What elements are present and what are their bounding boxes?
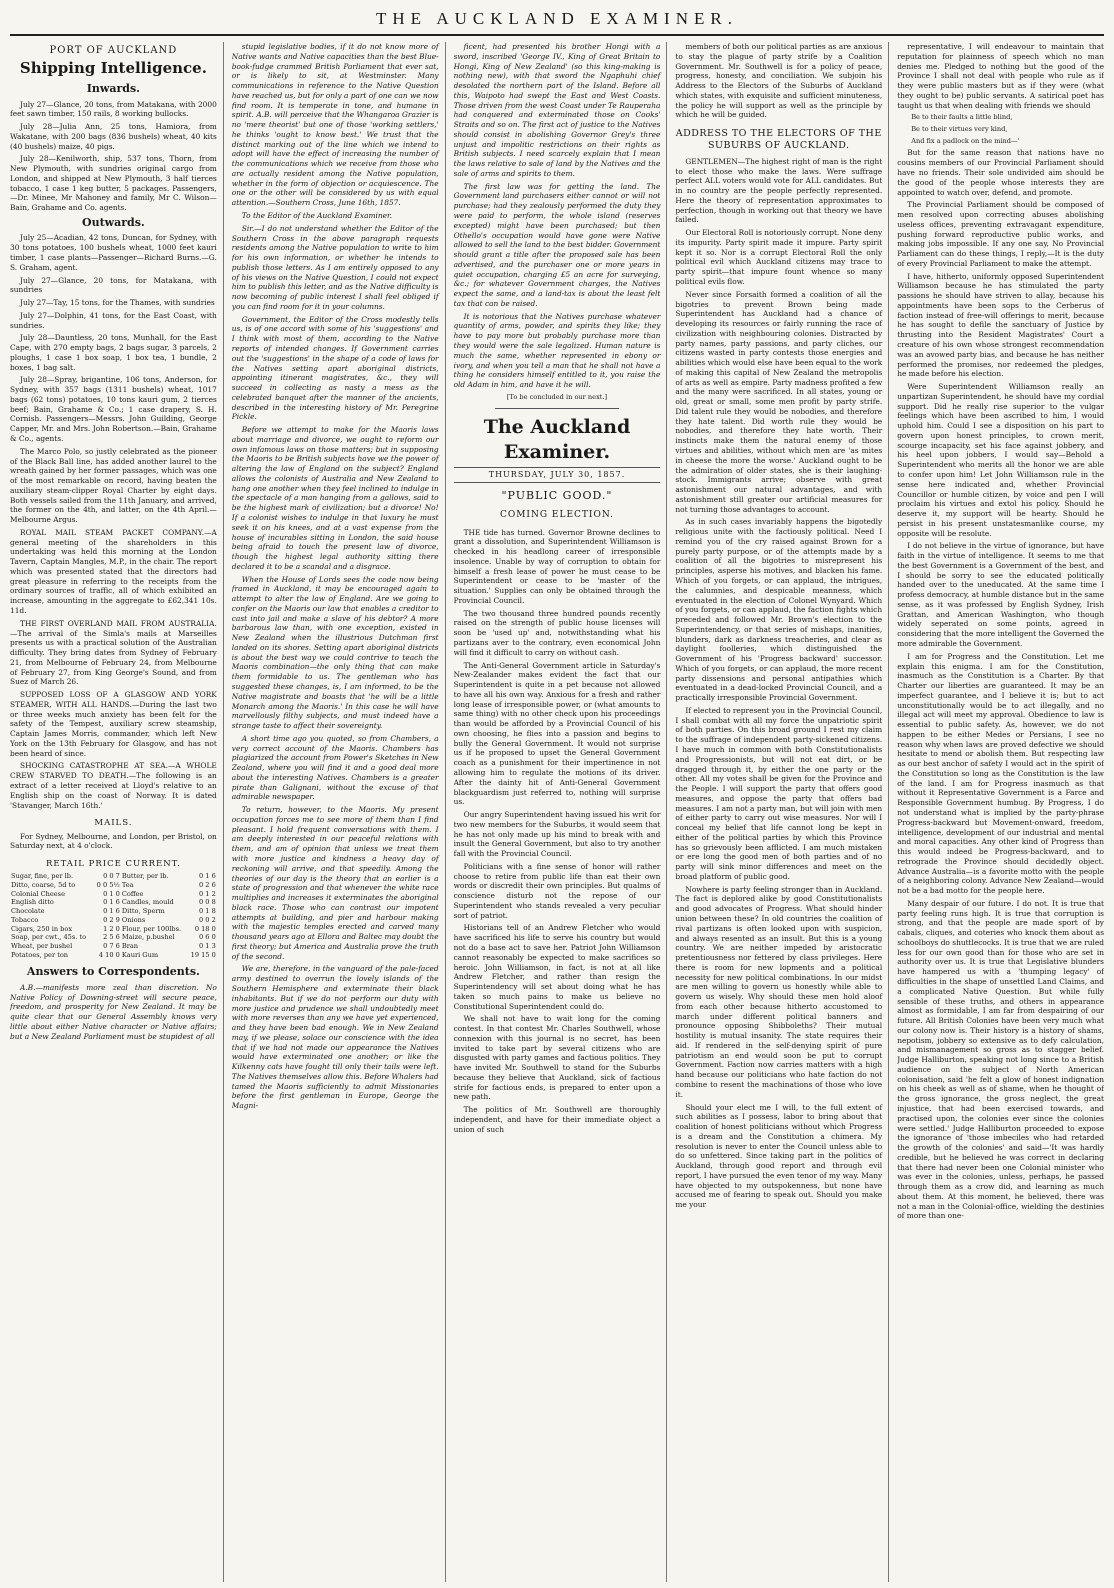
retail-price: 0 0 5½ [96, 880, 120, 889]
retail-item: Onions [121, 915, 146, 924]
retail-item: Tea [121, 880, 134, 889]
article-paragraph: Politicians with a fine sense of honor will rather choose to retire from public life than eat their own words or discredit their own principles. But qualms of conscience disturb not the repose of our Superintendent who stands revealed a very peculiar sort of patriot. [453, 861, 661, 920]
retail-price: 2 5 6 [103, 933, 120, 942]
retail-item: Soap, per cwt., 45s. to [11, 933, 87, 942]
retail-item: Butter, per lb. [121, 872, 169, 881]
news-item: THE FIRST OVERLAND MAIL FROM AUSTRALIA.—The arrival of the Simla's mails at Marseilles presents us with a practical solution of the Australian difficulty. They bring dates from Sydney of February 21, from Melbourne of February 24, from Melbourne of February 27, from King George's Sound, and from Suez of March 26. [10, 618, 217, 687]
article-paragraph: ficent, had presented his brother Hongi with a sword, inscribed 'George IV., King of Great Britain to Hongi, King of New Zealand' (so this king-making is nothing new), with that sword the Ngaphuhi chief desolated the northern part of the Island. Before all this, Waipoto had swept the East and West Coasts. Those driven from the west Coast under Te Rauperaha had conquered and exterminated those on Cooks' Straits and so on. The first act of justice to the Natives should consist in abolishing Governor Grey's three unjust and impolitic restrictions on their rights as British subjects. I need scarcely explain that I mean the laws relative to sale of land by the Natives and the sale of arms and spirits to them. [453, 42, 661, 178]
address-paragraph: I have, hitherto, uniformly opposed Superintendent Williamson because he has stimulated the party passions he should have striven to allay, because his appointments have been sops to the Cerberus of faction instead of free-will offerings to merit, because he has sought to defile the sanctuary of Justice by thrusting into the Resident Magistrates' Court a creature of his own whose strongest recommendation was an avowed party bias, and because he has neither performed the promises, nor redeemed the pledges, he made before his election. [897, 271, 1104, 379]
retail-item: Flour, per 100lbs. [121, 924, 182, 933]
column-5 [897, 42, 1104, 1582]
outwards-entry: July 25—Acadian, 42 tons, Duncan, for Sydney, with 30 tons potatoes, 100 bushels wheat, 1000 feet kauri timber, 1 case plants—Passenger—Richard Burns.—G. S. Graham, agent. [10, 233, 217, 272]
retail-item: Ditto, coarse, 5d to [11, 880, 76, 889]
address-paragraph: I am for Progress and the Constitution. Let me explain this enigma. I am for the Constitution, inasmuch as the Constitution is a Charter. By that Charter our liberties are guaranteed. It may be an imperfect guarantee, and I believe it is; but to act unconstitutionally would be to act illegally, and no illegal act will meet my approval. Obedience to law is essential to public safety. As, however, we do not happen to be either Medes or Persians, I see no reason why when laws are proved defective we should hesitate to mend or abolish them. But respecting law as our best anchor of safety I would act in the spirit of the Constitution so long as the Constitution is the law of the land. I am for Progress inasmuch as that without it Representative Government is a Farce and Responsible Government humbug. By Progress, I do not understand what is implied by the party-phrase Progress-backward but Movement-onward, freedom, intelligence, development of our industrial and mental and moral capacities. Any other kind of Progress than this would indeed be Progress-backward, and to retrograde the Province should decidedly object. Advance Australia—is a favorite motto with the people of a neighboring colony. Advance New Zealand—would not be a bad motto for the people here. [897, 651, 1104, 896]
article-paragraph: members of both our political parties as are anxious to stay the plague of party strife by a Coalition Government. Mr. Southwell is for a policy of peace, progress, honesty, and conciliation. We subjoin his Address to the Electors of the Suburbs of Auckland which states, with exquisite and sufficient minuteness, the policy he will support as well as the principle by which he will be guided. [675, 42, 883, 120]
retail-price: 0 1 2 [199, 889, 216, 898]
retail-item: Wheat, per bushel [11, 941, 73, 950]
article-paragraph: The first law was for getting the land. The Government land purchasers either cannot or will not purchase; had they zealously performed the duty they were paid to perform, the whole island (reserves excepted) might have been purchased; but then Othello's occupation would have gone were Native allowed to sell the land to the best bidder. Government should grant a title after the proposed sale has been advertised, and the purchaser one or more years in quiet occupation, charging £5 an acre for surveying, &c.; for whatever Government charges, the Natives expect the same, and a land-tax is about the least felt tax that can be raised. [453, 181, 661, 308]
address-paragraph: The Provincial Parliament should be composed of men resolved upon correcting abuses abolishing useless offices, preventing extravagant expenditure, pushing forward reproductive public works, and making jobs impossible. If any one say, No Provincial Parliament can do these things, I reply,—It is the duty of every Provincial Parliament to make the attempt. [897, 200, 1104, 268]
retail-price: 0 6 0 [199, 933, 216, 942]
retail-row [10, 881, 217, 890]
paper-title: The Auckland Examiner. [483, 415, 631, 463]
retail-item: Ditto, Sperm [121, 907, 165, 916]
section-heading: COMING ELECTION. [499, 509, 615, 520]
shipping-heading: Shipping Intelligence. [19, 59, 207, 78]
retail-item: Chocolate [11, 907, 45, 916]
retail-row [10, 872, 217, 881]
retail-price: 0 1 6 [103, 907, 120, 916]
article-paragraph: stupid legislative bodies, if it do not know more of Native wants and Native capacities than the best Blue-book-fudge crammed British Parliament that ever sat, or is likely to sit, at Westminster. Many communications in reference to the Native Question have reached us, but for only a part of one can we now find room. It is temperate in tone, and humane in spirit. A.B. will perceive that the Whangaroa Grazier is no 'mere theorist' but one of those 'working settlers,' he thinks 'ought to know best.' We trust that the distinct marking out of the line which we intend to adopt will have the effect of increasing the number of the communications which we receive from those who are actually resident among the Native population, whether in the form of objection or acquiescence. The one or the other will be considered by us with equal attention.—Southern Cross, June 16th, 1857. [231, 42, 439, 208]
column-4 [675, 42, 889, 1582]
retail-price-table [10, 872, 217, 959]
retail-price: 0 7 6 [103, 941, 120, 950]
article-paragraph: We shall not have to wait long for the coming contest. In that contest Mr. Charles Southwell, whose connexion with this journal is no secret, has been invited to take part by several citizens who are disgusted with party games and factious politics. They have invited Mr. Southwell to stand for the Suburbs because they believe that Auckland, sick of factious strife for factious ends, is prepared to enter upon a new path. [453, 1014, 661, 1102]
retail-price: 0 0 2 [199, 915, 216, 924]
article-paragraph: Before we attempt to make for the Maoris laws about marriage and divorce, we ought to reform our own infamous laws on those matters; but in supposing the Maoris to be British subjects have we the power of altering the law of England on the subject? England allows the colonists of Australia and New Zealand to hang one another when they feel inclined to indulge in the spectacle of a man hanging from a gallows, said to be the highest mark of civilization; but a divorce! No! If a colonist wishes to indulge in that luxury he must seek it on his knees, and at a vast expense from the house of incurables sitting in London, the said house being afraid to touch the present law of divorce, though the highest legal authority sitting there declared it to be a scandal and a disgrace. [231, 425, 439, 571]
retail-price: 1 2 0 [103, 924, 120, 933]
inwards-entry: July 28—Julia Ann, 25 tons, Hamiora, from Wakatane, with 200 bags (836 bushels) wheat, 40 kits (40 bushels) maize, 40 pigs. [10, 122, 217, 151]
retail-item: English ditto [11, 898, 54, 907]
retail-price: 0 1 6 [103, 898, 120, 907]
retail-price: 0 0 8 [199, 898, 216, 907]
inwards-heading: Inwards. [86, 81, 141, 95]
retail-row [10, 933, 217, 942]
column-2 [232, 42, 446, 1582]
letter-heading: To the Editor of the Auckland Examiner. [241, 211, 393, 221]
article-paragraph: Our angry Superintendent having issued his writ for two new members for the Suburbs, it would seem that he has not only made up his mind to break with and insult the General Government, but also to try another fall with the Provincial Council. [453, 810, 661, 859]
article-paragraph: The Anti-General Government article in Saturday's New-Zealander makes evident the fact that our Superintendent is quite in a pet because not allowed to have all his own way. Anxious for a fresh and rather long lease of irresponsible power, or (what amounts to same thing) with no other check upon his proceedings than would be afforded by a Provincial Council of his own choosing, he flies into a passion and begins to bully the General Government. It would not surprise us if he proposed to upset the General Government coach as a punishment for their impertinence in not allowing him to regulate the motions of its driver. After the dainty hit of Anti-General Government blackguardism just referred to, nothing will surprise us. [453, 660, 661, 807]
news-item: SHOCKING CATASTROPHE AT SEA.—A WHOLE CREW STARVED TO DEATH.—The following is an extract of a letter received at Lloyd's relative to an English ship on the coast of Norway. It is dated 'Stavanger, March 16th.' [10, 761, 217, 810]
address-paragraph: Never since Forsaith formed a coalition of all the bigotries to prevent Brown being made Superintendent has Auckland had a chance of developing its resources or fairly running the race of civilization with neighbouring colonies. Distracted by party names, party passions, and party cliches, our citizens wasted in party contests those energies and abilities which would else have been equal to the work of making this capital of New Zealand the metropolis of arts as well as empire. Party madness profited a few and the many were sacrificed. In all states, young or old, great or small, some men profit by party strife. Did talent rule they would be nobodies, and therefore they hate talent. Did worth rule they would be nobodies, and therefore they hate worth. Their instincts make them the natural enemy of those virtues and abilities, without which men are 'as mites in cheese the more the worse.' Auckland ought to be the admiration of older states, she is their laughing-stock. Immigrants arrive; observe with great astonishment our natural advantages, and with astonishment still greater our artificial measures for not turning those advantages to account. [675, 289, 883, 514]
address-paragraph: GENTLEMEN—The highest right of man is the right to elect those who make the laws. Were suffrage perfect ALL voters would vote for ALL candidates. But in no country are the people perfectly represented. Here the theory of representation approximates to perfection, though in working out that theory we have failed. [675, 156, 883, 225]
article-paragraph: The two thousand three hundred pounds recently raised on the strength of public house licenses will soon be 'used up' and, notwithstanding what his partizans aver to the contrary, even economical John will find it difficult to carry on without cash. [453, 608, 661, 657]
retail-row [10, 907, 217, 916]
motto: "PUBLIC GOOD." [501, 489, 613, 503]
article-paragraph: It is notorious that the Natives purchase whatever quantity of arms, powder, and spirits they like; they have to pay more but probably purchase more than they would were the sale legalized. Human nature is much the same, whether represented in ebony or ivory, and when you tell a man that he shall not have a thing he considers himself entitled to it, you raise the old Adam in him, and have it he will. [453, 311, 661, 390]
mails-text: For Sydney, Melbourne, and London, per Bristol, on Saturday next, at 4 o'clock. [10, 831, 217, 851]
retail-item: Sugar, fine, per lb. [11, 872, 74, 881]
retail-row [10, 942, 217, 951]
retail-heading: RETAIL PRICE CURRENT. [46, 859, 181, 870]
address-paragraph: But for the same reason that nations have no cousins members of our Provincial Parliament should have no friends. Their sole undivided aim should be the good of the people whose interests they are appointed to watch over, defend, and promote. [897, 148, 1104, 197]
outwards-entry: July 27—Glance, 20 tons, for Matakana, with sundries [10, 275, 217, 295]
retail-price: 0 1 3 [199, 941, 216, 950]
retail-row [10, 925, 217, 934]
outwards-entry: July 27—Dolphin, 41 tons, for the East Coast, with sundries. [10, 310, 217, 330]
retail-item: Colonial Cheese [11, 889, 65, 898]
retail-item: Kauri Gum [121, 950, 159, 959]
verse-line: And fix a padlock on the mind—' [911, 136, 1020, 145]
news-item: SUPPOSED LOSS OF A GLASGOW AND YORK STEAMER, WITH ALL HANDS.—During the last two or three weeks much anxiety has been felt for the safety of the Tempest, auxiliary screw steamship, Captain James Morris, commander, which left New York on the 13th February for Glasgow, and has not been heard of since. [10, 690, 217, 758]
article-paragraph: Government, the Editor of the Cross modestly tells us, is of one accord with some of his 'suggestions' and I think with most of them, according to the Native reports of intended changes. If Government carries out the 'suggestions' in the shape of a code of laws for the Natives setting apart aboriginal districts, appointing itinerant magistrates, &c., they will succeed in collecting as nasty a mess as the celebrated banquet after the manner of the ancients, described in the interesting history of Mr. Peregrine Pickle. [231, 314, 439, 422]
retail-price: 0 18 0 [194, 924, 216, 933]
news-item: ROYAL MAIL STEAM PACKET COMPANY.—A general meeting of the shareholders in this undertaking was held this morning at the London Tavern, Captain Mangles, M.P., in the chair. The report which was presented stated that the directors had great pleasure in referring to the receipts from the ordinary sources of traffic, all of which exhibited an increase, amounting in the aggregate to £62,341 10s. 11d. [10, 527, 217, 615]
retail-row [10, 951, 217, 960]
to-be-concluded: [To be concluded in our next.] [506, 392, 608, 401]
columns [10, 42, 1104, 1582]
masthead: THE AUCKLAND EXAMINER. [376, 9, 738, 28]
mails-heading: MAILS. [94, 818, 133, 829]
retail-price: 0 2 6 [199, 880, 216, 889]
address-paragraph: Were Superintendent Williamson really an unpartizan Superintendent, he should have my cordial support. Did he really rise superior to the vulgar feelings which have been ascribed to him, I would uphold him. Could I see a disposition on his part to govern upon honest principles, to crown merit, scourge incapacity, set his face against jobbery, and his heel upon jobbers, I would say—Behold a Superintendent who merits all the honor we are able to confer upon him! Let John Williamson rule in the sense here indicated and, whether Provincial Councillor or humble citizen, by voice and pen I will proclaim his virtues and extol his policy. Should he deserve it, my support will be hearty. Should he persist in his present unstatesmanlike course, my opposite will be resolute. [897, 382, 1104, 538]
divider [495, 408, 619, 409]
article-paragraph: A short time ago you quoted, so from Chambers, a very correct account of the Maoris. Chambers has plagiarized the account from Power's Sketches in New Zealand, where you will find it and a good deal more about the interesting Natives. Chambers is a greater pirate than Galignani, without the excuse of that admirable newspaper. [231, 733, 439, 802]
address-paragraph: Should your elect me I will, to the full extent of such abilities as I possess, labor to bring about that coalition of honest politicians without which Progress is a dream and the Constitution a chimera. My resolution is never to enter the Council unless able to do so unfettered. Since taking part in the politics of Auckland, through good report and through evil report, I have pursued the even tenor of my way. Many have objected to my outspokenness, but none have accused me of fearing to speak out. Should you make me your [675, 1102, 883, 1210]
inwards-entry: July 28—Kenilworth, ship, 537 tons, Thorn, from New Plymouth, with sundries original cargo from London, and shipped at New Plymouth, 3 half tierces tobacco, 1 case 1 keg butter, 5 packages. Passengers,—Dr. Minee, Mr Mahoney and family, Mr C. Wilson—Bain, Grahame and Co. agents. [10, 154, 217, 213]
retail-row [10, 916, 217, 925]
outwards-entry: July 27—Tay, 15 tons, for the Thames, with sundries [20, 298, 215, 308]
column-3 [454, 42, 668, 1582]
retail-item: Cigars, 250 in box [11, 924, 73, 933]
dateline: THURSDAY, JULY 30, 1857. [454, 467, 661, 484]
retail-item: Tobacco [11, 915, 39, 924]
address-paragraph: I do not believe in the virtue of ignorance, but have faith in the virtue of intelligence. It seems to me that the best Government is a Government of the best, and I should be sorry to see the educated politically handed over to the uneducated. At the same time I profess democracy, at humble distance but in the same sense, as it was professed by English Sydney, Irish Grattan, and American Washington, who though widely seperated on some points, agreed in considering that the more intelligent the Governed the more admirable the Government. [897, 541, 1104, 648]
article-paragraph: Historians tell of an Andrew Fletcher who would have sacrificed his life to serve his country but would not do a base act to save her. Patriot John Williamson cannot reasonably be expected to make sacrifices so heroic. John Williamson, in fact, is not at all like Andrew Fletcher, and rather than resign the Superintendency will set about doing what he has taken so much pains to make us believe no Constitutional Superintendent could do. [453, 923, 661, 1011]
retail-row [10, 890, 217, 899]
retail-price: 19 15 0 [190, 950, 216, 959]
article-paragraph: To return, however, to the Maoris. My present occupation forces me to see more of them than I find pleasant. I hold frequent conversations with them. I am deeply interested in our peaceful relations with them, and am of opinion that unless we treat them with more justice and kindness a heavy day of reckoning will arrive, and that speedily. Among the theories of our day is the theory that an earlier is a state of progression and that whenever the white race multiplies and increases it exterminates the aboriginal black race. Those who can contrast our impotent attempts at building, and pier and harbour making with the majestic temples erected and carved many thousand years ago at Ellora and Baltec may doubt the first theory; but America and Australia prove the truth of the second. [231, 805, 439, 961]
inwards-entry: July 27—Glance, 20 tons, from Matakana, with 2000 feet sawn timber, 150 rails, 8 working bullocks. [10, 99, 217, 119]
port-heading: PORT OF AUCKLAND [49, 45, 178, 56]
article-paragraph: THE tide has turned. Governor Browne declines to grant a dissolution, and Superintendent Williamson is checked in his headlong career of irresponsible insolence. Unable by way of corruption to obtain for himself a fresh lease of power he must cease to be Superintendent or cease to be 'master of the situation.' Supplies can only be obtained through the Provincial Council. [453, 527, 661, 605]
address-paragraph: If elected to represent you in the Provincial Council, I shall combat with all my force the unpatriotic spirit of both parties. On this broad ground I rest my claim to the suffrage of independent party-sickened citizens. I have much in common with both Constitutionalists and Progressionists, but will not eat dirt, or be dragged through it, by either the one party or the other. All my votes shall be given for the Province and the People. I will support the party that offers good measures, and oppose the party that offers bad measures. I am not a party man, but will join with men of either party to carry out wise measures. Nor will I conceal my belief that life cannot long be kept in either of the political parties by which this Province has so grievously been afflicted. I am much mistaken or ere long the good men of both parties and of no party will sink minor differences and meet on the broad platform of public good. [675, 705, 883, 881]
retail-price: 0 2 9 [103, 915, 120, 924]
correspondents-heading: Answers to Correspondents. [26, 965, 200, 979]
outwards-heading: Outwards. [82, 215, 145, 229]
retail-price: 0 1 8 [199, 907, 216, 916]
retail-price: 0 1 6 [199, 872, 216, 881]
masthead-rule [10, 34, 1104, 36]
retail-item: Maize, p.bushel [121, 933, 175, 942]
article-paragraph: The politics of Mr. Southwell are thoroughly independent, and have for their immediate object a union of such [453, 1105, 661, 1134]
column-1 [10, 42, 224, 1582]
verse-line: Be to their virtues very kind, [911, 125, 1008, 134]
article-paragraph: We are, therefore, in the vanguard of the pale-faced army destined to overrun the lovely islands of the Southern Hemisphere and exterminate their black inhabitants. But if we do not perform our duty with more justice and prudence we shall undoubtedly meet with more reverses than any we have yet experienced, and they have been bad enough. We in New Zealand may, if we please, solace our conscience with the idea that if we had not made our appearance the Natives would have exterminated one another; or like the Kilkenny cats have fought till only their tails were left. The Natives themselves allow this. Before Whalers had tamed the Maoris sufficiently to admit Missionaries before the first gentleman in Europe, George the Magni- [231, 964, 439, 1111]
address-paragraph: As in such cases invariably happens the bigotedly religious unite with the factiously political. Need I remind you of the cry raised against Brown for a purely party purpose, or of the attempts made by a coalition of all the bigotries to misrepresent his principles, asperse his motives, and blacken his fame. Which of you forgets, or can applaud, the intrigues, the calumnies, and despicable meanness, which eventuated in the election of Colonel Wynyard. Which of you forgets, or can applaud, the faction fights which preceded and followed Mr. Brown's election to the Superintendency, or that series of mishaps, inanities, blunders, dark as darkness treacheries, and clear as daylight foolleries, which distinguished the Government of his 'Progress backward' successor. Which of you forgets, or can applaud, the more recent party dissensions and personal antipathies which eventuated in a dead-locked Provincial Council, and a practically irresponsible Provincial Government. [675, 517, 883, 703]
retail-price: 4 10 0 [98, 950, 120, 959]
retail-item: Candles, mould [121, 898, 174, 907]
news-item: The Marco Polo, so justly celebrated as the pioneer of the Black Ball line, has added another laurel to the wreath gained by her former passages, which was one of the most remarkable on record, having beaten the auxiliary steam-clipper Royal Charter by eight days. Both vessels sailed from the 11th January, and arrived, the former on the 4th, and latter, on the 4th April.—Melbourne Argus. [10, 446, 217, 525]
retail-item: Coffee [121, 889, 144, 898]
address-paragraph: representative, I will endeavour to maintain that reputation for plainness of speech which no man denies me. Pledged to nothing but the good of the Province I shall not deal with people who rule as if they were public masters but as if they were (what they ought to be) public servants. A satirical poet has taught us that when dealing with friends we should [897, 42, 1104, 110]
address-paragraph: Many despair of our future. I do not. It is true that party feeling runs high. It is true that corruption is strong, and that the people are made sport of by cabals, cliques, and coteries who knock them about as schoolboys do shuttlecocks. It is true that we are ruled less for our own good than for those who are set in authority over us. It is true that Legislative blunders have hampered us with a 'thumping legacy' of difficulties in the shape of unsettled Land Claims, and a complicated Native Question. But while fully sensible of these truths, and others in appearance almost as formidable, I am far from despairing of our future. All British Colonies have been very much what our colony now is. Their history is a history of shams, nepotism, jobbery so extensive as to defy calculation, and mismanagement so gross as to stagger belief. Judge Halliburton, speaking not long since to a British audience on the subject of North American colonisation, said 'he felt a glow of honest indignation on his cheek as well as of shame, when he thought of the gross ignorance, the gross neglect, the great injustice, that had been exercised towards, and practised upon, the colonies ever since the colonies were settled.' Judge Halliburton proceeded to expose the ignorance of 'those imbeciles who had retarded the growth of the colonies' and said—'It was hardly credible, but he believed he was correct in declaring that there had never been one Colonial minister who was ever in the colonies, unless, perhaps, he passed through them as a crow did, and learning as much about them. At this moment, he believed, there was not a man in the Colonial-office, wielding the destinies of more than one- [897, 898, 1104, 1221]
verse-line: Be to their faults a little blind, [911, 113, 1013, 122]
retail-price: 0 0 7 [103, 872, 120, 881]
retail-price: 0 1 0 [103, 889, 120, 898]
retail-item: Bran [121, 941, 139, 950]
address-paragraph: Our Electoral Roll is notoriously corrupt. None deny its impurity. Party spirit made it impure. Party spirit kept it so. Nor is a corrupt Electoral Roll the only political evil which Auckland citizens may trace to party spirit—that impure fount whence so many political evils flow. [675, 228, 883, 286]
retail-row [10, 898, 217, 907]
address-heading: ADDRESS TO THE ELECTORS OF THE SUBURBS OF AUCKLAND. [675, 128, 882, 152]
correspondents-text: A.B.—manifests more zeal than discretion. No Native Policy of Downing-street will secure peace, freedom, and prosperity for New Zealand. It may be quite clear that our General Assembly knows very little about either Native character or Native affairs; but a New Zealand Parliament must be stupidest of all [10, 982, 217, 1041]
address-paragraph: Nowhere is party feeling stronger than in Auckland. The fact is deplored alike by good Constitutionalists and good advocates of Progress. What should hinder union between these? In old countries the coalition of rival partizans is often looked upon with suspicion, and always resented as an insult. But this is a young country. We are neither impeded by aristocratic pretentiousness nor fettered by class privileges. Here there is room for new lopments and a political necessity for new political combinations. In our midst are men willing to govern us honestly while able to govern us wisely. Why should these men hold aloof from each other because hitherto accustomed to march under different political banners and pronounce opposing Shibboleths? Their mutual hostility is mutual insanity. The state requires their aid. If rendered in the self-denying spirit of pure patriotism an end would soon be put to corrupt Government. Faction now carries matters with a high hand because our politicians who hate faction do not combine to resent the machinations of those who love it. [675, 884, 883, 1099]
retail-item: Potatoes, per ton [11, 950, 69, 959]
article-paragraph: When the House of Lords sees the code now being framed in Auckland, it may be encouraged again to attempt to alter the law of England. Are we going to confer on the Maoris our law that enables a creditor to cast into jail and make a slave of his debtor? A more barbarous law than, with one exception, existed in New Zealand when the illustrious Dutchman first landed on its shores. Setting apart aboriginal districts is about the best way we could contrive to teach the Maoris combination—the only thing that can make them formidable to us. The gentleman who has suggested these changes, is, I am informed, to be the Native magistrate and boasts that 'he will be a little Monarch among the Maoris.' In this case he will have marvellously filthy subjects, and must indeed have a strange taste to affect their sovereignty. [231, 574, 439, 731]
article-paragraph: Sir.—I do not understand whether the Editor of the Southern Cross in the above paragraph requests residents among the Native population to write to him for his own information, or whether he intends to publish those letters. As I am entirely opposed to any of his views on the Native Question, I could not expect him to publish this letter, and as the Native difficulty is now becoming of public interest I shall feel obliged if you can find room for it in your columns. [231, 223, 439, 311]
outwards-entry: July 28—Spray, brigantine, 106 tons, Anderson, for Sydney, with 357 bags (1311 bushels) wheat, 1017 bags (62 tons) potatoes, 10 tons kauri gum, 2 tierces beef; Bain, Grahame & Co.; 1 case drapery, S. H. Cornish. Passengers—Messrs. John Guilding, George Capper, Mr. and Mrs. John Robertson.—Bain, Grahame & Co., agents. [10, 375, 217, 443]
outwards-entry: July 28—Dauntless, 20 tons, Munhall, for the East Cape, with 270 empty bags, 2 bags sugar, 3 parcels, 2 ploughs, 1 case 1 box soap, 1 box tea, 1 bundle, 2 boxes, 1 bag salt. [10, 333, 217, 372]
